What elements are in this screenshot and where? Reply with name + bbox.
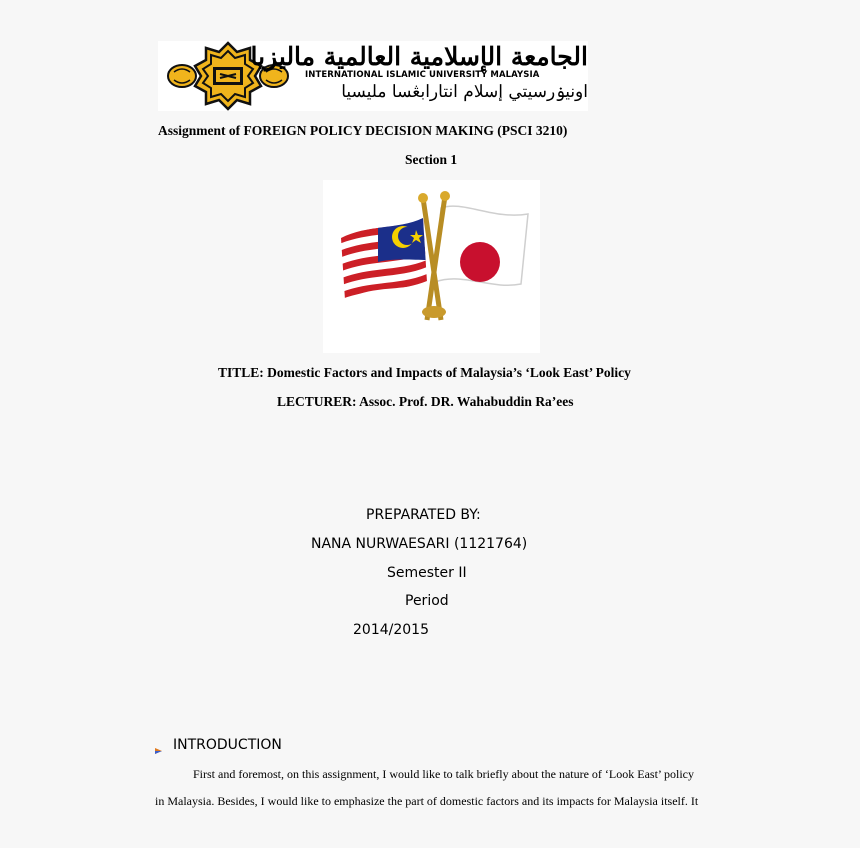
university-arabic-name: الجامعة الإسلامية العالمية ماليزيا: [250, 42, 588, 71]
bullet-icon: [155, 742, 163, 760]
university-english-name: INTERNATIONAL ISLAMIC UNIVERSITY MALAYSIA: [305, 70, 540, 80]
assignment-heading: Assignment of FOREIGN POLICY DECISION MAKING (PSCI 3210): [158, 123, 568, 138]
academic-year: 2014/2015: [353, 622, 429, 638]
introduction-heading: INTRODUCTION: [173, 737, 282, 753]
section-label: Section 1: [405, 152, 458, 167]
semester-label: Semester II: [387, 565, 467, 581]
student-name: NANA NURWAESARI (1121764): [311, 536, 528, 552]
intro-paragraph-line-2: in Malaysia. Besides, I would like to emphasize the part of domestic factors and its impacts for Malaysia itself. It: [155, 794, 699, 808]
lecturer-line: LECTURER: Assoc. Prof. DR. Wahabuddin Ra’ees: [277, 394, 574, 409]
period-label: Period: [405, 593, 449, 609]
prepared-by-label: PREPARATED BY:: [366, 507, 481, 523]
university-jawi-name: اونيۏرسيتي إسلام انتارابڠسا مليسيا: [341, 82, 588, 102]
intro-paragraph-line-1: First and foremost, on this assignment, I would like to talk briefly about the nature of ‘Look East’ policy: [193, 767, 695, 781]
crossed-flags-image: [323, 180, 540, 353]
paper-title: TITLE: Domestic Factors and Impacts of Malaysia’s ‘Look East’ Policy: [218, 365, 631, 380]
malaysia-japan-flags-icon: [323, 180, 540, 353]
